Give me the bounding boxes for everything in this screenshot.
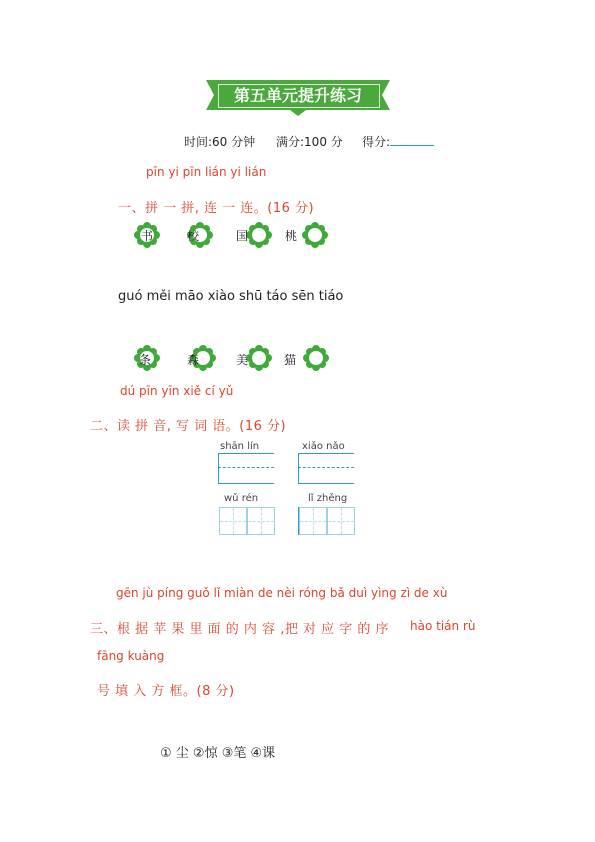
q3-heading: 三、根 据 苹 果 里 面 的 内 容 ,把 对 应 字 的 序 [90, 622, 389, 637]
q1-bottom-char-4: 猫 [284, 353, 297, 367]
q3-options: ① 尘 ②惊 ③笔 ④课 [160, 746, 276, 761]
pinyin-line [218, 453, 274, 454]
q1-bottom-char-1: 条 [139, 353, 152, 367]
q1-heading: 一、拼 一 拼, 连 一 连。(16 分) [118, 201, 315, 216]
writing-cell[interactable] [247, 507, 275, 535]
q2-word-2-pinyin: xiǎo nǎo [302, 441, 345, 452]
q3-pinyin-line2: fāng kuàng [97, 649, 165, 663]
q2-word-3-pinyin: wǔ rén [224, 493, 259, 504]
q1-char-4: 桃 [285, 229, 298, 243]
q1-bottom-char-2: 森 [187, 353, 200, 367]
q1-char-1: 书 [141, 229, 154, 243]
q1-char-2: 校 [187, 229, 200, 243]
pinyin-line [218, 483, 274, 484]
q1-char-3: 国 [236, 229, 249, 243]
full-score-info: 满分:100 分 [276, 135, 343, 149]
title-banner [206, 80, 390, 110]
q3-pinyin-tail: hào tián rù [410, 619, 476, 633]
pinyin-line [298, 483, 354, 484]
flower-icon [303, 345, 329, 371]
q1-pinyin-row: guó měi māo xiào shū táo sēn tiáo [118, 289, 344, 304]
q2-word-1-pinyin: shān lín [220, 441, 260, 452]
pinyin-line [298, 467, 354, 468]
score-blank-field[interactable] [390, 133, 434, 146]
q3-pinyin: gēn jù píng guǒ lǐ miàn de nèi róng bǎ duì yìng zì de xù [116, 586, 448, 600]
writing-cell[interactable] [219, 507, 247, 535]
title-banner-pointer [290, 110, 306, 116]
score-label-text: 得分: [362, 135, 391, 149]
writing-cell[interactable] [299, 507, 327, 535]
time-info: 时间:60 分钟 [184, 135, 256, 149]
score-label [362, 133, 434, 150]
q3-heading-line2: 号 填 入 方 框。(8 分) [97, 684, 235, 699]
q2-box-1-frame [218, 453, 219, 483]
pinyin-line [218, 467, 274, 468]
flower-icon [246, 345, 272, 371]
page-title: 第五单元提升练习 [233, 86, 362, 105]
flower-icon [302, 222, 328, 248]
pinyin-line [298, 453, 354, 454]
writing-cell[interactable] [327, 507, 355, 535]
q2-word-4-pinyin: lǐ zhěng [308, 493, 348, 504]
q2-box-2-frame [298, 453, 299, 483]
flower-icon [246, 222, 272, 248]
q1-bottom-char-3: 美 [236, 353, 249, 367]
q1-pinyin: pīn yi pīn lián yi lián [146, 165, 267, 179]
q2-heading: 二、读 拼 音, 写 词 语。(16 分) [90, 419, 287, 434]
q2-pinyin: dú pīn yīn xiě cí yǔ [120, 384, 234, 398]
